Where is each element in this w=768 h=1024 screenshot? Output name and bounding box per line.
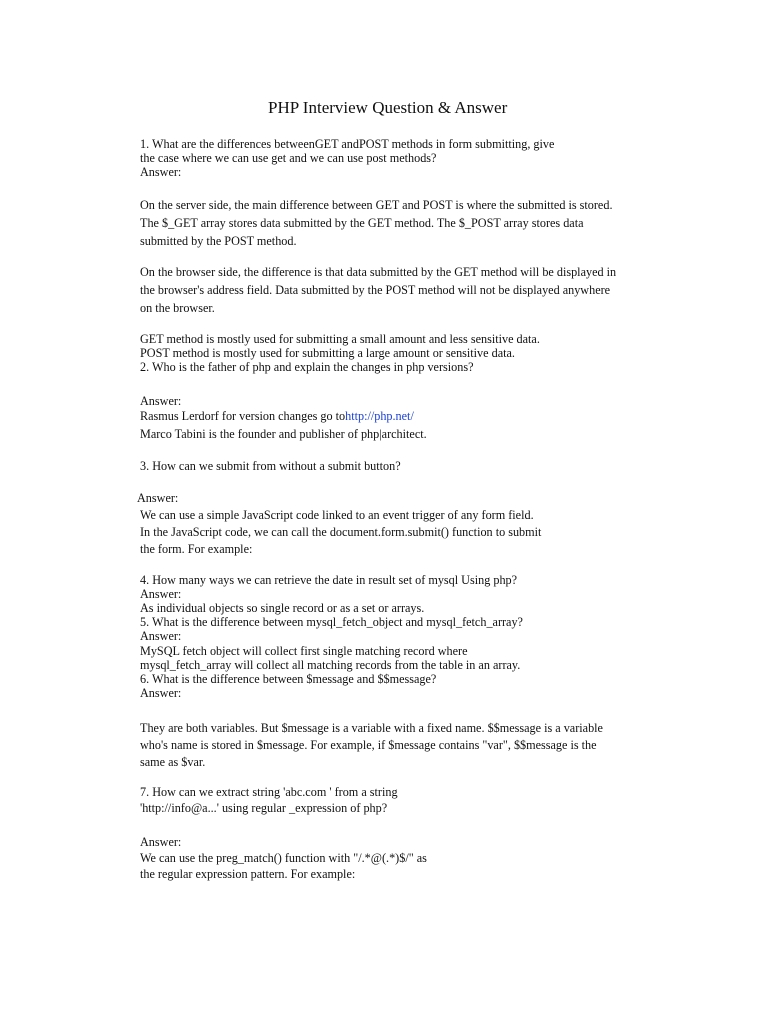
answer-7-line-2: the regular expression pattern. For example: [140,867,356,881]
answer-1-para-1-line-2: The $_GET array stores data submitted by the GET method. The $_POST array stores data [140,216,584,230]
question-7-line-1: 7. How can we extract string 'abc.com ' from a string [140,785,398,799]
answer-5-line-1: MySQL fetch object will collect first single matching record where [140,644,468,658]
answer-2-line-2: Marco Tabini is the founder and publisher of php|architect. [140,427,427,441]
answer-1-label: Answer: [140,165,182,179]
answer-5-line-2: mysql_fetch_array will collect all matching records from the table in an array. [140,658,521,672]
answer-1-para-2-line-3: on the browser. [140,301,215,315]
answer-7-line-1: We can use the preg_match() function with "/.*@(.*)$/" as [140,851,427,865]
page-title: PHP Interview Question & Answer [268,98,508,117]
question-4: 4. How many ways we can retrieve the date in result set of mysql Using php? [140,573,518,587]
question-1-line-1: 1. What are the differences betweenGET andPOST methods in form submitting, give [140,137,555,151]
question-2: 2. Who is the father of php and explain the changes in php versions? [140,360,474,374]
question-5: 5. What is the difference between mysql_fetch_object and mysql_fetch_array? [140,615,523,629]
answer-2-line-1 [140,409,414,423]
answer-1-para-3-line-2: POST method is mostly used for submitting a large amount or sensitive data. [140,346,515,360]
question-1-line-2: the case where we can use get and we can use post methods? [140,151,437,165]
answer-3-line-3: the form. For example: [140,542,253,556]
answer-1-para-2-line-1: On the browser side, the difference is that data submitted by the GET method will be displayed in [140,265,617,279]
answer-6-label: Answer: [140,686,182,700]
answer-6-line-3: same as $var. [140,755,206,769]
answer-3-line-2: In the JavaScript code, we can call the document.form.submit() function to submit [140,525,542,539]
answer-2-line-1-text: Rasmus Lerdorf for version changes go to [140,409,346,423]
answer-1-para-2-line-2: the browser's address field. Data submitted by the POST method will not be displayed anywhere [140,283,611,297]
answer-5-label: Answer: [140,629,182,643]
answer-3-label: Answer: [137,491,179,505]
php-net-link[interactable]: http://php.net/ [345,409,414,423]
answer-1-para-3-line-1: GET method is mostly used for submitting a small amount and less sensitive data. [140,332,540,346]
answer-7-label: Answer: [140,835,182,849]
answer-1-para-1-line-1: On the server side, the main difference between GET and POST is where the submitted is stored. [140,198,613,212]
answer-2-label: Answer: [140,394,182,408]
answer-6-line-1: They are both variables. But $message is a variable with a fixed name. $$message is a variable [140,721,603,735]
answer-1-para-1-line-3: submitted by the POST method. [140,234,297,248]
question-6: 6. What is the difference between $message and $$message? [140,672,437,686]
answer-4-text: As individual objects so single record or as a set or arrays. [140,601,425,615]
answer-3-line-1: We can use a simple JavaScript code linked to an event trigger of any form field. [140,508,534,522]
question-7-line-2: 'http://info@a...' using regular _expression of php? [140,801,388,815]
answer-4-label: Answer: [140,587,182,601]
answer-6-line-2: who's name is stored in $message. For example, if $message contains "var", $$message is the [140,738,597,752]
question-3: 3. How can we submit from without a submit button? [140,459,401,473]
